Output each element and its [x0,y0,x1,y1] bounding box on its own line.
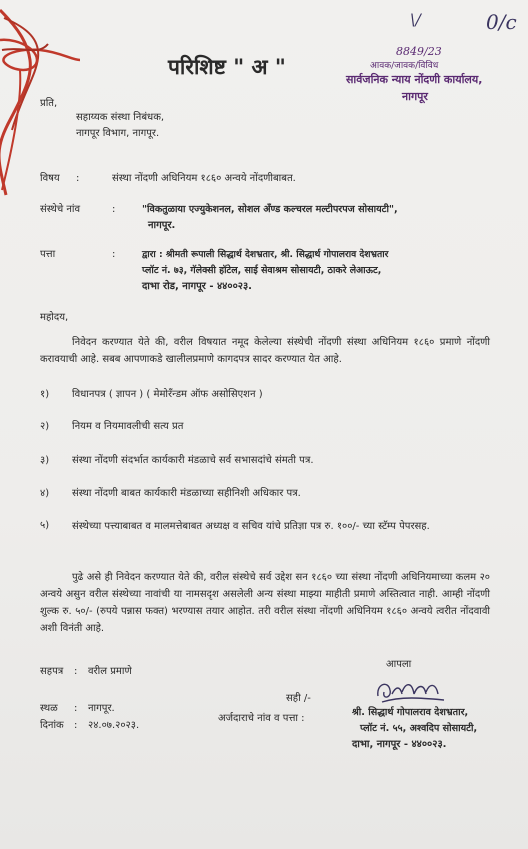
salutation: महोदय, [40,312,69,323]
enclosure-label: सहपत्र [40,666,64,677]
applicant-label: अर्जदाराचे नांव व पत्ता : [218,713,305,724]
place-colon: : [74,703,78,714]
date-colon: : [74,720,78,731]
doc-1-text: विधानपत्र ( ज्ञापन ) ( मेमोरँन्डम ऑफ असोसिएशन ) [72,389,263,400]
org-name-line-2: नागपूर. [148,220,176,231]
oc-mark: 0/c [486,10,517,34]
applicant-line-2: प्लॉट नं. ५५, अश्वदिप सोसायटी, [360,723,478,734]
address-colon: : [112,249,116,260]
address-label: पत्ता [40,249,56,260]
doc-4-text: संस्था नोंदणी बाबत कार्यकारी मंडळाच्या सहीनिशी अधिकार पत्र. [72,488,301,499]
applicant-line-1: श्री. सिद्धार्थ गोपालराव देशभ्रतार, [352,707,469,718]
enclosure-value: वरील प्रमाणे [88,666,132,677]
sign-label: सही /- [286,693,311,704]
applicant-line-3: दाभा, नागपूर - ४४००२३. [352,739,447,750]
org-name-colon: : [112,204,116,215]
to-prefix: प्रति, [40,98,58,109]
place-label: स्थळ [40,703,58,714]
subject-label: विषय [40,173,60,184]
intro-paragraph: निवेदन करण्यात येते की, वरील विषयात नमूद केलेल्या संस्थेची नोंदणी संस्था अधिनियम १८६० प्रमाणे नोंदणी करावयाची आहे. सबब आपणाकडे खालीलप्रमाणे कागदपत्र सादर करण्यात येत आहे. [40,337,490,365]
doc-1-number: १) [40,389,50,400]
stamp-inward-number: 8849/23 [396,45,442,58]
place-value: नागपूर. [88,703,115,714]
to-line-1: सहाय्यक संस्था निबंधक, [76,112,165,123]
doc-3-number: ३) [40,455,50,466]
yours-text: आपला [386,659,412,670]
org-name-label: संस्थेचे नांव [40,204,81,215]
org-name-line-1: "विकतुळाया एज्युकेशनल, सोशल अँण्ड कल्चरल मल्टीपरपज सोसायटी", [142,204,398,215]
doc-2-number: २) [40,421,50,432]
date-label: दिनांक [40,720,64,731]
subject-colon: : [76,173,80,184]
stamp-city: नागपूर [402,90,428,103]
enclosure-colon: : [74,666,78,677]
closing-paragraph: पुढे असे ही निवेदन करण्यात येते की, वरील संस्थेचे सर्व उद्देश सन १८६० च्या संस्था नोंदणी अधिनियमाच्या कलम २० अन्वये असुन वरील संस्थेच्या नावांची या नामसदृश असलेली अन्य संस्था माझ्या माहीती प्रमाणे अस्तित्वात नाही. आम्ही नोंदणी शुल्क रु. ५०/- (रुपये पन्नास फक्त) भरण्यास तयार आहोत. तरी वरील संस्था नोंदणी अधिनियम १८६० अन्वये त्वरीत नोंदवावी अशी विनंती आहे. [40,572,490,634]
to-line-2: नागपूर विभाग, नागपूर. [76,128,160,139]
doc-4-number: ४) [40,488,50,499]
doc-2-text: नियम व नियमावलीची सत्य प्रत [72,421,184,432]
address-line-3: दाभा रोड, नागपूर - ४४००२३. [142,281,252,292]
signature-icon [372,674,452,708]
stamp-office: सार्वजनिक न्याय नोंदणी कार्यालय, [346,73,483,86]
address-line-1: द्वारा : श्रीमती रूपाली सिद्धार्थ देशभ्रतार, श्री. सिद्धार्थ गोपालराव देशभ्रतार [142,249,389,260]
binding-thread-icon [0,0,120,200]
subject-value: संस्था नोंदणी अधिनियम १८६० अन्वये नोंदणीबाबत. [112,173,296,184]
doc-3-text: संस्था नोंदणी संदर्भात कार्यकारी मंडळाचे सर्व सभासदांचे संमती पत्र. [72,455,314,466]
tick-mark: \/ [410,10,421,29]
doc-5-number: ५) [40,520,50,531]
stamp-dept: आवक/जावक/विविध [370,61,439,71]
address-line-2: प्लॉट नं. ७३, गॅलेक्सी हॉटेल, साई सेवाश्रम सोसायटी, ठाकरे लेआऊट, [142,265,382,276]
date-value: २४.०७.२०२३. [88,720,140,731]
doc-5-text: संस्थेच्या पत्त्याबाबत व मालमत्तेबाबत अध्यक्ष व सचिव यांचे प्रतिज्ञा पत्र रु. १००/- च्या स्टॅम्प पेपरसह. [72,521,430,532]
page-title: परिशिष्ट " अ " [168,55,286,79]
